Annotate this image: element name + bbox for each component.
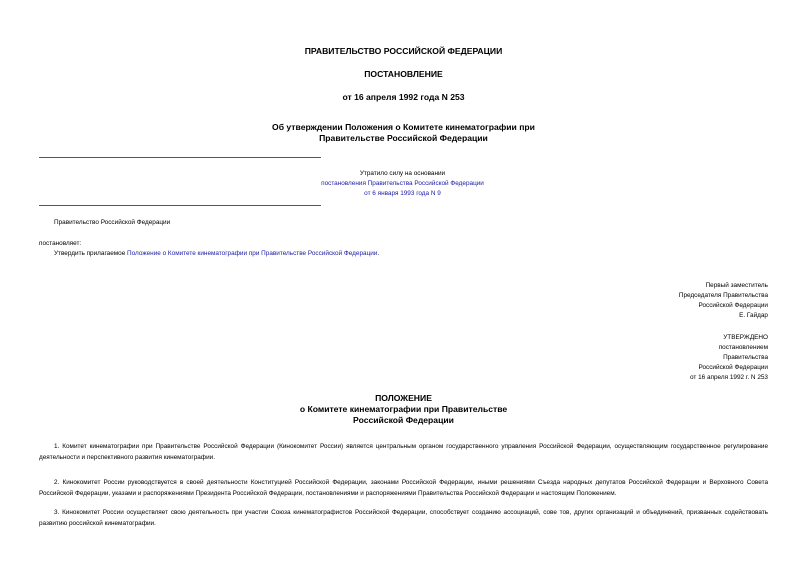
signature-position-line1: Первый заместитель — [705, 282, 768, 289]
divider-bottom — [39, 205, 321, 206]
approved-line3: Правительства — [723, 354, 768, 361]
regulation-title: ПОЛОЖЕНИЕ — [375, 393, 432, 403]
approve-sentence — [54, 250, 379, 257]
approve-suffix: . — [377, 250, 380, 257]
body-resolves: постановляет: — [39, 240, 82, 247]
regulation-paragraph-2 — [39, 477, 768, 499]
approved-line2: постановлением — [718, 344, 768, 351]
divider-top — [39, 157, 321, 158]
government-heading: ПРАВИТЕЛЬСТВО РОССИЙСКОЙ ФЕДЕРАЦИИ — [304, 46, 503, 56]
document-date-number: от 16 апреля 1992 года N 253 — [342, 92, 465, 102]
body-government: Правительство Российской Федерации — [54, 219, 171, 226]
regulation-paragraph-3 — [39, 507, 768, 529]
document-type: ПОСТАНОВЛЕНИЕ — [364, 69, 443, 79]
regulation-subtitle-line2: Российской Федерации — [353, 415, 454, 425]
status-text: Утратило силу на основании — [359, 170, 446, 177]
regulation-link[interactable]: Положение о Комитете кинематографии при Правительстве Российской Федерации — [127, 250, 378, 257]
signature-position-line3: Российской Федерации — [698, 302, 768, 309]
approved-line4: Российской Федерации — [698, 364, 768, 371]
paragraph-text: 2. Кинокомитет России руководствуется в своей деятельности Конституцией Российской Федерации, законами Российской Федерации, иными решениями Съезда народных депутатов Российской Федерации и Верховного Совета Российской Федерации, указами и распоряжениями Президента Российской Федерации, постановлениями и распоряжениями Правительства Российской Федерации и настоящим Положением. — [39, 479, 768, 497]
repeal-link-line1[interactable]: постановления Правительства Российской Федерации — [321, 180, 484, 187]
approved-line1: УТВЕРЖДЕНО — [723, 334, 768, 341]
signature-name: Е. Гайдар — [739, 312, 768, 319]
regulation-paragraph-1 — [39, 441, 768, 463]
paragraph-text: 1. Комитет кинематографии при Правительстве Российской Федерации (Кинокомитет России) является центральным органом государственного управления Российской Федерации, осуществляющим государственное регулирование деятельности и перспективного развития кинематографии. — [39, 443, 768, 461]
paragraph-text: 3. Кинокомитет России осуществляет свою деятельность при участии Союза кинематографистов Российской Федерации, способствует созданию ассоциаций, сове тов, других организаций и объединений, призванных содействовать развитию российской кинематографии. — [39, 509, 768, 527]
repeal-link-line2[interactable]: от 6 января 1993 года N 9 — [364, 190, 441, 197]
approve-prefix: Утвердить прилагаемое — [54, 250, 128, 257]
document-title-line1: Об утверждении Положения о Комитете кинематографии при — [272, 122, 535, 132]
approved-line5: от 16 апреля 1992 г. N 253 — [689, 374, 768, 381]
regulation-subtitle-line1: о Комитете кинематографии при Правительстве — [299, 404, 508, 414]
signature-position-line2: Председателя Правительства — [678, 292, 768, 299]
document-title-line2: Правительстве Российской Федерации — [319, 133, 488, 143]
